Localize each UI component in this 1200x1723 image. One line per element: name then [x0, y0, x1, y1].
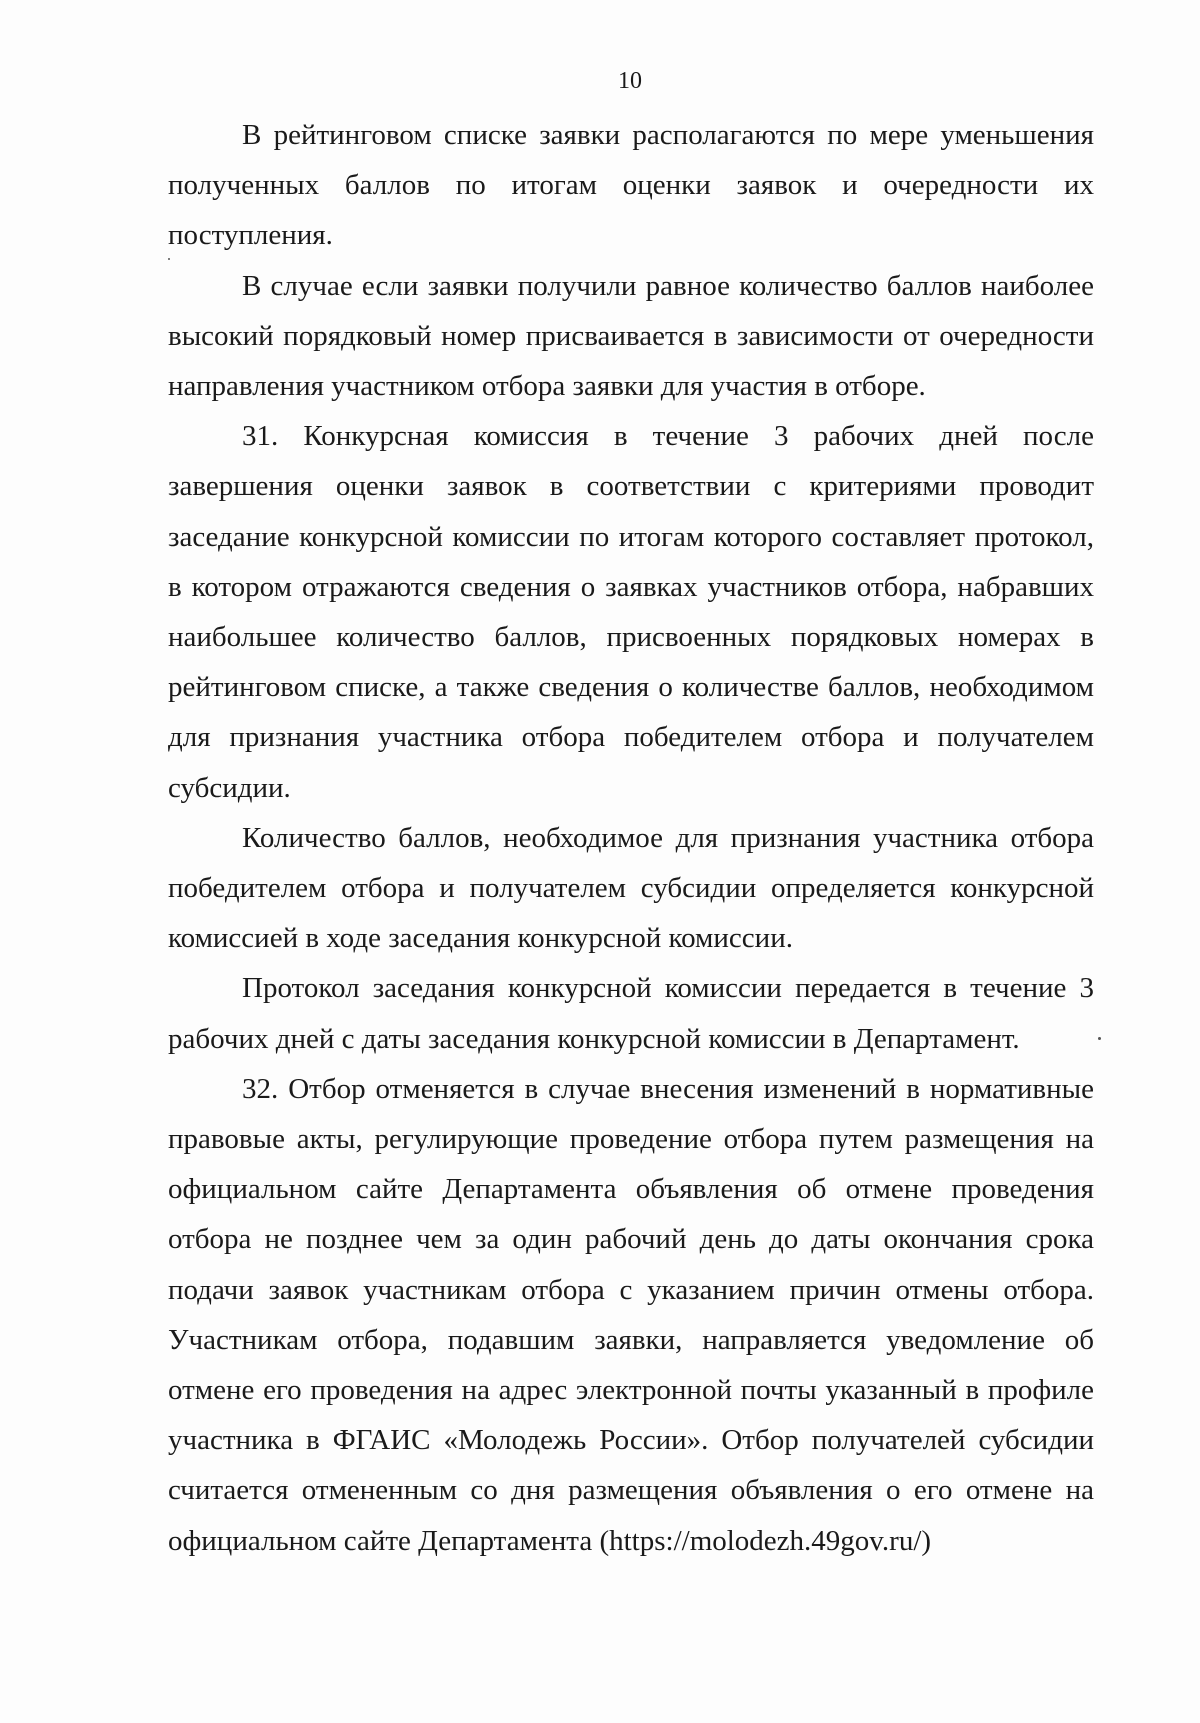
scan-speck — [168, 258, 170, 260]
paragraph-item-32: 32. Отбор отменяется в случае внесения изменений в нормативные правовые акты, регулирующие проведение отбора путем размещения на официальном сайте Департамента объявления об отмене проведения отбора не позднее чем за один рабочий день до даты окончания срока подачи заявок участникам отбора с указанием причин отмены отбора. Участникам отбора, подавшим заявки, направляется уведомление об отмене его проведения на адрес электронной почты указанный в профиле участника в ФГАИС «Молодежь России». Отбор получателей субсидии считается отмененным со дня размещения объявления о его отмене на официальном сайте Департамента (https://molodezh.49gov.ru/) — [168, 1072, 1094, 1557]
scan-speck — [1098, 1037, 1101, 1040]
document-body — [168, 110, 1094, 1566]
paragraph-item-31: 31. Конкурсная комиссия в течение 3 рабочих дней после завершения оценки заявок в соответствии с критериями проводит заседание конкурсной комиссии по итогам которого составляет протокол, в котором отражаются сведения о заявках участников отбора, набравших наибольшее количество баллов, присвоенных порядковых номерах в рейтинговом списке, а также сведения о количестве баллов, необходимом для признания участника отбора победителем отбора и получателем субсидии. — [168, 420, 1094, 804]
paragraph-rating-order: В рейтинговом списке заявки располагаются по мере уменьшения полученных баллов по итогам оценки заявок и очередности их поступления. — [168, 119, 1094, 252]
paragraph-protocol-transfer: Протокол заседания конкурсной комиссии передается в течение 3 рабочих дней с даты заседания конкурсной комиссии в Департамент. — [168, 972, 1094, 1055]
paragraph-score-threshold: Количество баллов, необходимое для признания участника отбора победителем отбора и получателем субсидии определяется конкурсной комиссией в ходе заседания конкурсной комиссии. — [168, 821, 1094, 955]
paragraph-equal-scores: В случае если заявки получили равное количество баллов наиболее высокий порядковый номер присваивается в зависимости от очередности направления участником отбора заявки для участия в отборе. — [168, 269, 1094, 403]
page-number: 10 — [618, 68, 642, 94]
